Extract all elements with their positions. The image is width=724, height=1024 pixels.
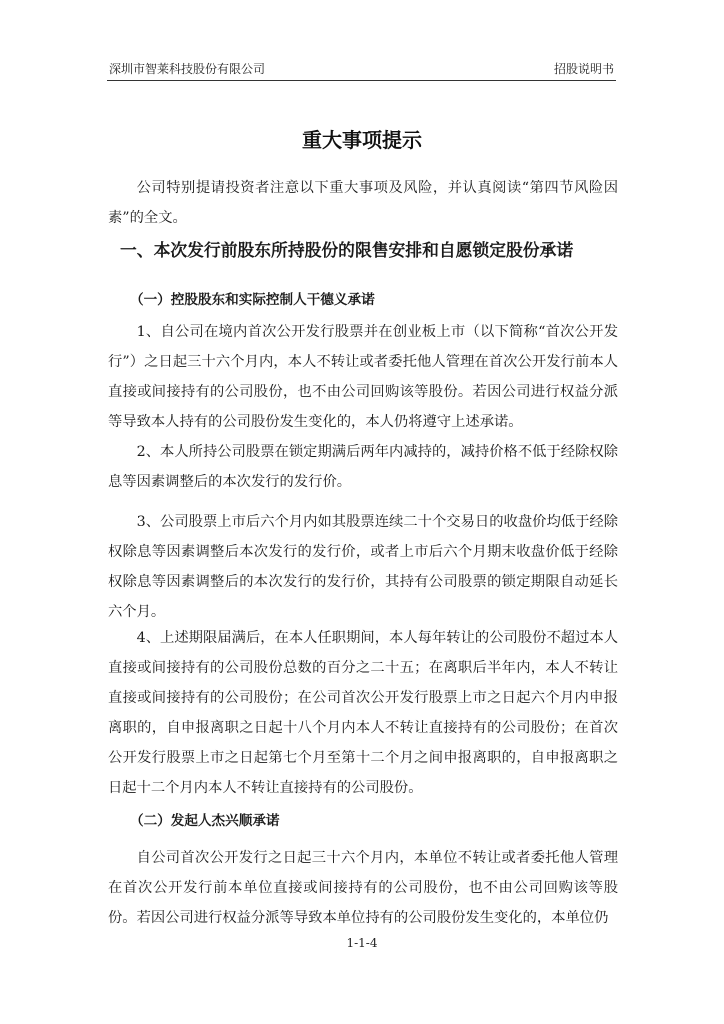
commitment-paragraph-4: 4、上述期限届满后，在本人任职期间，本人每年转让的公司股份不超过本人直接或间接持有的公司股份总数的百分之二十五；在离职后半年内，本人不转让直接或间接持有的公司股份；在公司首次公开发行股票上市之日起六个月内申报离职的，自申报离职之日起十八个月内本人不转让直接持有的公司股份；在首次公开发行股票上市之日起第七个月至第十二个月之间申报离职的，自申报离职之日起十二个月内本人不转让直接持有的公司股份。 <box>108 630 618 796</box>
section-heading-lockup-commitment: 一、本次发行前股东所持股份的限售安排和自愿锁定股份承诺 <box>120 240 574 260</box>
subsection-heading-promoter: （二）发起人杰兴顺承诺 <box>130 813 280 829</box>
commitment-paragraph-1: 1、自公司在境内首次公开发行股票并在创业板上市（以下简称“首次公开发行”）之日起三十六个月内，本人不转让或者委托他人管理在首次公开发行前本人直接或间接持有的公司股份，也不由公司回购该等股份。若因公司进行权益分派等导致本人持有的公司股份发生变化的，本人仍将遵守上述承诺。 <box>108 324 618 430</box>
subsection-heading-controlling-shareholder: （一）控股股东和实际控制人干德义承诺 <box>130 292 375 308</box>
page-header <box>107 58 616 81</box>
commitment-paragraph-3: 3、公司股票上市后六个月内如其股票连续二十个交易日的收盘价均低于经除权除息等因素调整后本次发行的发行价，或者上市后六个月期末收盘价低于经除权除息等因素调整后的本次发行的发行价，其持有公司股票的锁定期限自动延长六个月。 <box>108 514 618 620</box>
header-document-type: 招股说明书 <box>553 62 614 76</box>
commitment-paragraph-2: 2、本人所持公司股票在锁定期满后两年内减持的，减持价格不低于经除权除息等因素调整后的本次发行的发行价。 <box>108 444 618 490</box>
intro-paragraph: 公司特别提请投资者注意以下重大事项及风险，并认真阅读“第四节风险因素”的全文。 <box>108 180 618 226</box>
page-title: 重大事项提示 <box>302 128 422 152</box>
page-number: 1-1-4 <box>346 936 378 950</box>
promoter-commitment-paragraph: 自公司首次公开发行之日起三十六个月内，本单位不转让或者委托他人管理在首次公开发行前本单位直接或间接持有的公司股份，也不由公司回购该等股份。若因公司进行权益分派等导致本单位持有的公司股份发生变化的，本单位仍 <box>108 850 618 926</box>
header-company-name: 深圳市智莱科技股份有限公司 <box>109 62 266 76</box>
